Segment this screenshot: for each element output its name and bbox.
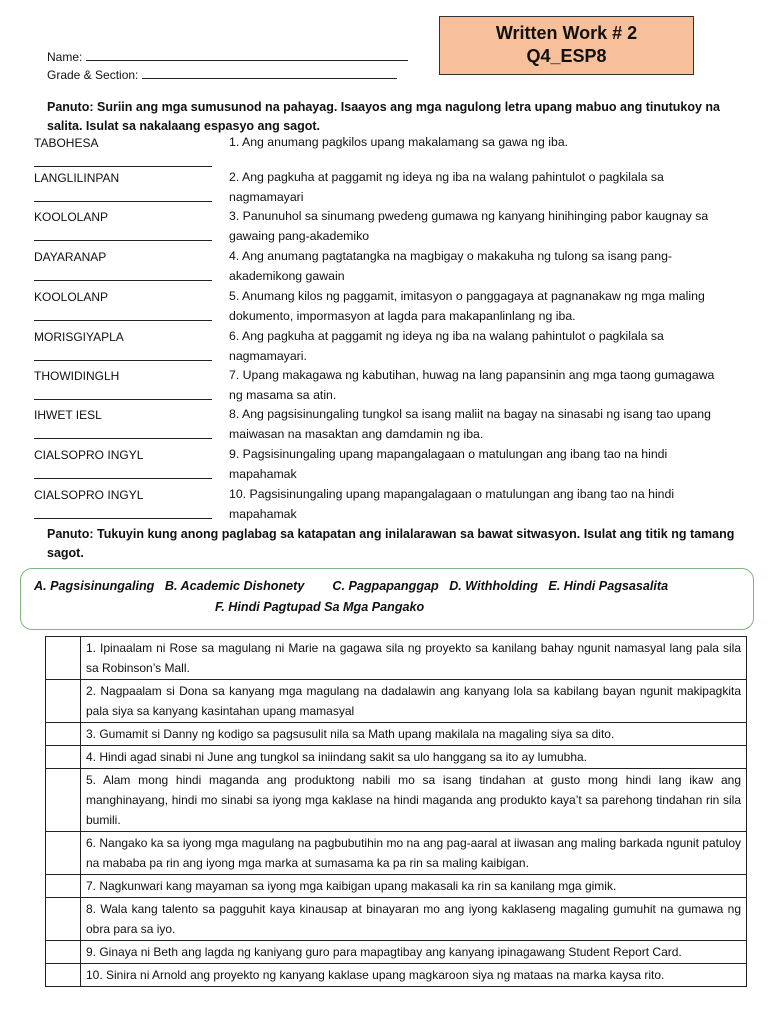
situations-table	[45, 636, 747, 987]
situation-text: 5. Alam mong hindi maganda ang produktong nabili mo sa isang tindahan at gusto mong hindi lang ikaw ang manghinayang, hindi mo sinabi sa iyong mga kaklase na hindi maganda ang produkto kaya’t sa parehong tindahan rin sila bumili.	[81, 769, 747, 832]
definition-1: 1. Ang anumang pagkilos upang makalamang sa gawa ng iba.	[229, 135, 569, 149]
answer-cell[interactable]	[46, 898, 81, 941]
answer-item-1[interactable]	[34, 135, 214, 167]
situation-text: 6. Nangako ka sa iyong mga magulang na pagbubutihin mo na ang pag-aaral at iiwasan ang maling barkada ngunit patuloy na mababa pa rin ang iyong mga marka at sumasama ka pa rin sa maling kaibigan.	[81, 832, 747, 875]
answer-cell[interactable]	[46, 941, 81, 964]
table-row	[46, 832, 747, 875]
choices-box	[20, 568, 754, 630]
answer-blank[interactable]	[34, 464, 212, 479]
scrambled-word: DAYARANAP	[34, 250, 107, 264]
answer-cell[interactable]	[46, 875, 81, 898]
table-row	[46, 637, 747, 680]
scrambled-word: LANGLILINPAN	[34, 171, 120, 185]
definition-10: 10. Pagsisinungaling upang mapangalagaan o matulungan ang ibang tao na hindi mapahamak	[229, 487, 675, 521]
answer-item-7[interactable]	[34, 368, 214, 400]
table-row	[46, 723, 747, 746]
situation-text: 3. Gumamit si Danny ng kodigo sa pagsusulit nila sa Math upang makilala na magaling siya sa dito.	[81, 723, 747, 746]
definition-7: 7. Upang makagawa ng kabutihan, huwag na lang papansinin ang mga taong gumagawa ng masama sa atin.	[229, 368, 715, 402]
situation-text: 7. Nagkunwari kang mayaman sa iyong mga kaibigan upang makasali ka rin sa kanilang mga gimik.	[81, 875, 747, 898]
answer-item-2[interactable]	[34, 170, 214, 202]
name-blank[interactable]	[86, 49, 408, 61]
worksheet-title: Written Work # 2	[495, 23, 638, 43]
answer-item-4[interactable]	[34, 249, 214, 281]
answer-cell[interactable]	[46, 832, 81, 875]
table-row	[46, 680, 747, 723]
scrambled-word: MORISGIYAPLA	[34, 330, 124, 344]
definition-2: 2. Ang pagkuha at paggamit ng ideya ng iba na walang pahintulot o pagkilala sa nagmamayari	[229, 170, 664, 204]
answer-blank[interactable]	[34, 424, 212, 439]
definition-5: 5. Anumang kilos ng paggamit, imitasyon o panggagaya at pagnanakaw ng mga maling dokumento, impormasyon at lagda para makapanlinlang ng iba.	[229, 289, 705, 323]
situation-text: 2. Nagpaalam si Dona sa kanyang mga magulang na dadalawin ang kanyang lola sa kabilang bayan ngunit makipagkita pala siya sa kanyang kasintahan upang mamasyal	[81, 680, 747, 723]
definition-9: 9. Pagsisinungaling upang mapangalagaan o matulungan ang ibang tao na hindi mapahamak	[229, 447, 668, 481]
answer-blank[interactable]	[34, 266, 212, 281]
scrambled-word: TABOHESA	[34, 136, 99, 150]
table-row	[46, 964, 747, 987]
situation-text: 8. Wala kang talento sa pagguhit kaya kinausap at binayaran mo ang iyong kaklaseng magaling gumuhit na gumawa ng obra para sa iyo.	[81, 898, 747, 941]
scrambled-word: CIALSOPRO INGYL	[34, 488, 144, 502]
name-field[interactable]	[47, 49, 408, 64]
table-row	[46, 898, 747, 941]
answer-cell[interactable]	[46, 723, 81, 746]
answer-blank[interactable]	[34, 346, 212, 361]
scrambled-word: IHWET IESL	[34, 408, 102, 422]
answer-cell[interactable]	[46, 637, 81, 680]
table-row	[46, 746, 747, 769]
answer-cell[interactable]	[46, 769, 81, 832]
scrambled-word: KOOLOLANP	[34, 210, 109, 224]
situation-text: 1. Ipinaalam ni Rose sa magulang ni Marie na gagawa sila ng proyekto sa kanilang bahay ngunit namasyal lang pala sila sa Robinson’s Mall.	[81, 637, 747, 680]
answer-item-10[interactable]	[34, 487, 214, 519]
name-label: Name:	[47, 50, 83, 64]
worksheet-subtitle: Q4_ESP8	[526, 46, 607, 66]
answer-blank[interactable]	[34, 504, 212, 519]
table-row	[46, 875, 747, 898]
table-row	[46, 769, 747, 832]
answer-item-9[interactable]	[34, 447, 214, 479]
table-row	[46, 941, 747, 964]
answer-blank[interactable]	[34, 152, 212, 167]
scrambled-word: THOWIDINGLH	[34, 369, 120, 383]
grade-section-blank[interactable]	[142, 67, 397, 79]
answer-cell[interactable]	[46, 680, 81, 723]
scrambled-word: CIALSOPRO INGYL	[34, 448, 144, 462]
worksheet-title-box	[439, 16, 694, 75]
scrambled-word: KOOLOLANP	[34, 290, 109, 304]
answer-blank[interactable]	[34, 226, 212, 241]
answer-cell[interactable]	[46, 746, 81, 769]
answer-item-5[interactable]	[34, 289, 214, 321]
definition-3: 3. Panunuhol sa sinumang pwedeng gumawa ng kanyang hinihinging pabor kaugnay sa gawaing pang-akademiko	[229, 209, 709, 243]
answer-blank[interactable]	[34, 306, 212, 321]
grade-section-field[interactable]	[47, 67, 397, 82]
answer-blank[interactable]	[34, 385, 212, 400]
grade-section-label: Grade & Section:	[47, 68, 139, 82]
part2-instruction: Panuto: Tukuyin kung anong paglabag sa katapatan ang inilalarawan sa bawat sitwasyon. Isulat ang titik ng tamang sagot.	[47, 527, 735, 560]
part1-instruction: Panuto: Suriin ang mga sumusunod na pahayag. Isaayos ang mga nagulong letra upang mabuo ang tinutukoy na salita. Isulat sa nakalaang espasyo ang sagot.	[47, 100, 720, 133]
choices-list: A. Pagsisinungaling B. Academic Dishonety C. Pagpapanggap D. Withholding E. Hindi Pagsasalita	[34, 579, 669, 593]
definition-6: 6. Ang pagkuha at paggamit ng ideya ng iba na walang pahintulot o pagkilala sa nagmamayari.	[229, 329, 664, 363]
answer-blank[interactable]	[34, 187, 212, 202]
situation-text: 4. Hindi agad sinabi ni June ang tungkol sa iniindang sakit sa ulo hanggang sa ito ay lumubha.	[81, 746, 747, 769]
definition-4: 4. Ang anumang pagtatangka na magbigay o makakuha ng tulong sa isang pang-akademikong gawain	[229, 249, 673, 283]
answer-item-3[interactable]	[34, 209, 214, 241]
answer-item-8[interactable]	[34, 407, 214, 439]
definition-8: 8. Ang pagsisinungaling tungkol sa isang maliit na bagay na sinasabi ng isang tao upang maiwasan na masaktan ang damdamin ng iba.	[229, 407, 711, 441]
situation-text: 9. Ginaya ni Beth ang lagda ng kaniyang guro para mapagtibay ang kanyang ipinagawang Student Report Card.	[81, 941, 747, 964]
answer-cell[interactable]	[46, 964, 81, 987]
answer-item-6[interactable]	[34, 329, 214, 361]
choices-list-continued: F. Hindi Pagtupad Sa Mga Pangako	[215, 600, 425, 614]
situation-text: 10. Sinira ni Arnold ang proyekto ng kanyang kaklase upang magkaroon siya ng mataas na marka kaysa rito.	[81, 964, 747, 987]
